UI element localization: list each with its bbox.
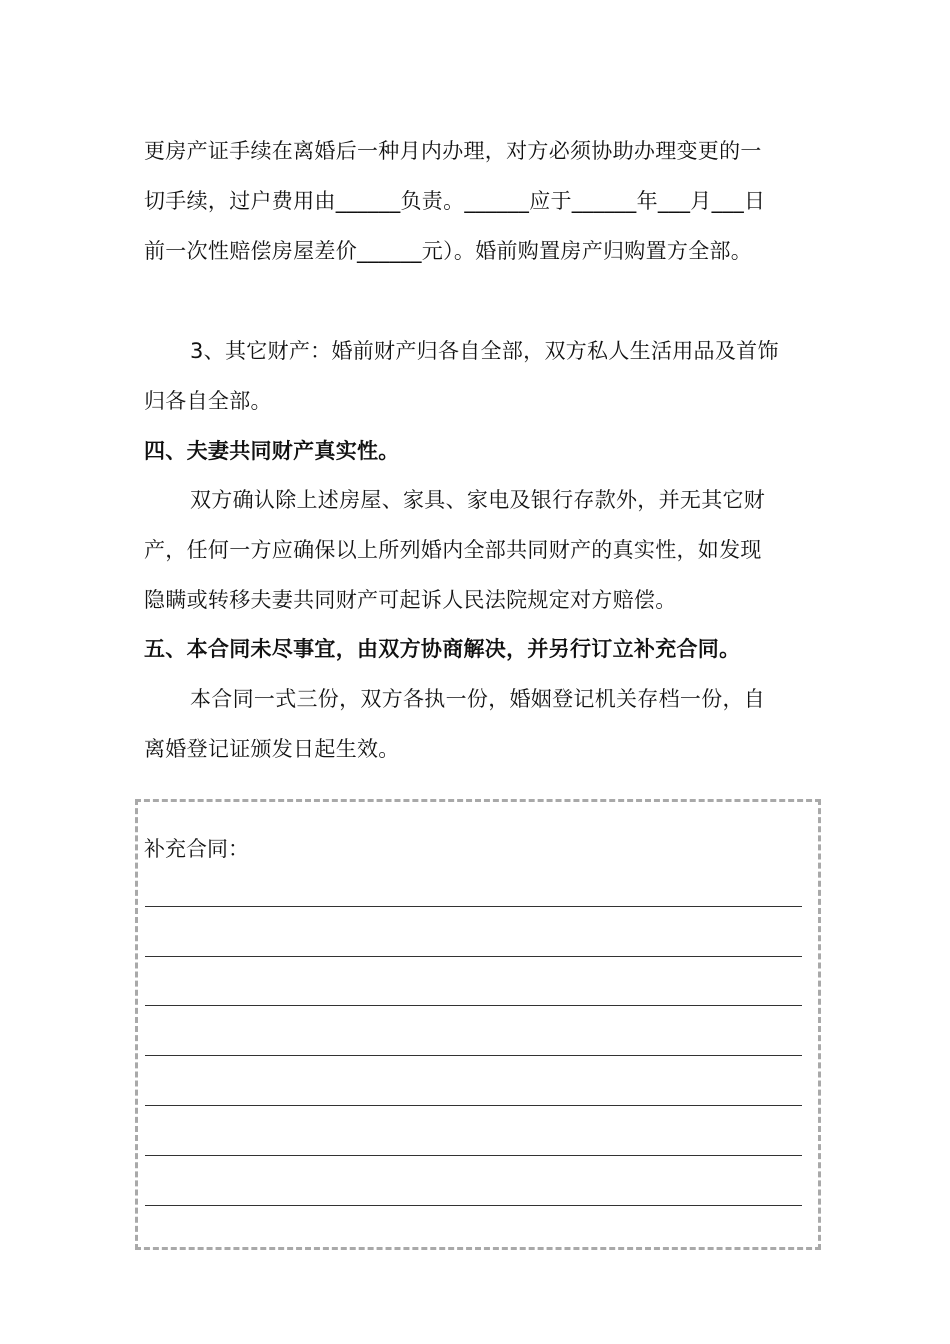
clause-3-line: 归各自全部。 — [144, 389, 272, 413]
supplement-title: 补充合同： — [144, 837, 249, 861]
supplement-blank-line[interactable] — [145, 1205, 802, 1206]
paragraph-line: 更房产证手续在离婚后一种月内办理，对方必须协助办理变更的一 — [144, 139, 762, 163]
supplement-blank-line[interactable] — [145, 956, 802, 957]
paragraph-line: 本合同一式三份，双方各执一份，婚姻登记机关存档一份，自 — [190, 687, 766, 711]
supplement-blank-line[interactable] — [145, 1155, 802, 1156]
paragraph-line: 双方确认除上述房屋、家具、家电及银行存款外，并无其它财 — [190, 488, 766, 512]
supplement-blank-line[interactable] — [145, 1105, 802, 1106]
supplement-blank-line[interactable] — [145, 906, 802, 907]
section-heading-5: 五、本合同未尽事宜，由双方协商解决，并另行订立补充合同。 — [144, 637, 741, 661]
paragraph-line: 前一次性赔偿房屋差价______元）。婚前购置房产归购置方全部。 — [144, 239, 753, 263]
paragraph-line: 产，任何一方应确保以上所列婚内全部共同财产的真实性，如发现 — [144, 538, 762, 562]
section-heading-4: 四、夫妻共同财产真实性。 — [144, 439, 400, 463]
paragraph-line: 隐瞒或转移夫妻共同财产可起诉人民法院规定对方赔偿。 — [144, 588, 677, 612]
supplement-blank-line[interactable] — [145, 1005, 802, 1006]
supplement-blank-line[interactable] — [145, 1055, 802, 1056]
clause-3-line: 3、其它财产：婚前财产归各自全部，双方私人生活用品及首饰 — [190, 339, 779, 363]
supplement-box — [135, 799, 821, 1250]
paragraph-line: 切手续，过户费用由______负责。______应于______年___月___日 — [144, 189, 766, 213]
paragraph-line: 离婚登记证颁发日起生效。 — [144, 737, 400, 761]
